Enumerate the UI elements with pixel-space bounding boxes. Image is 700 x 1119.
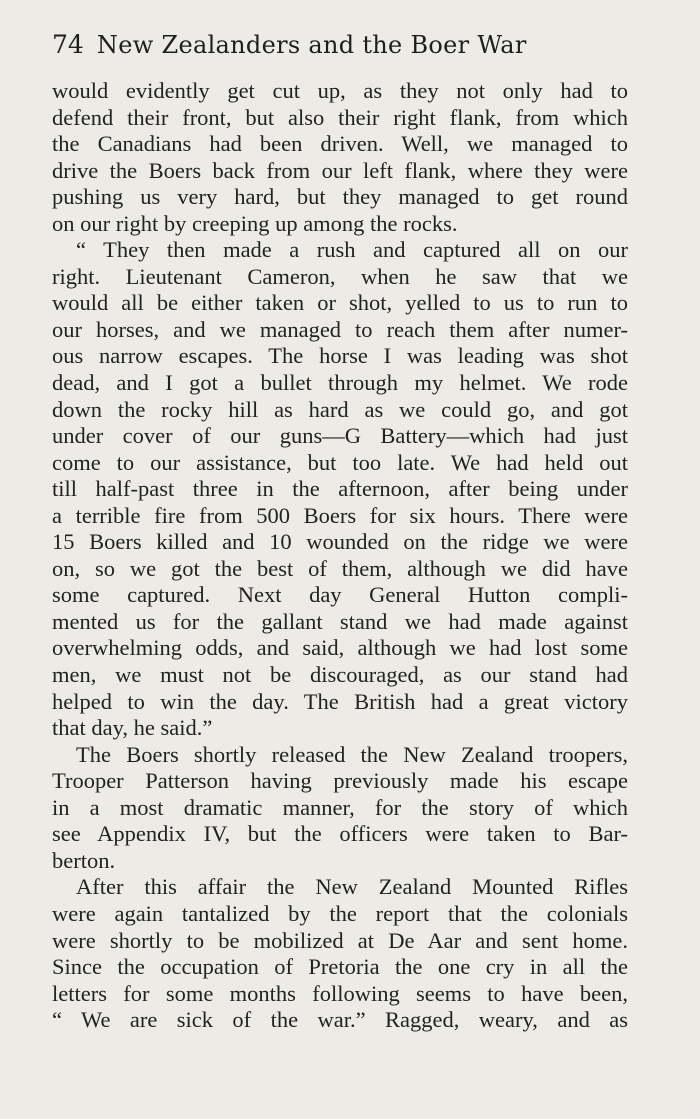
text-line: Trooper Patterson having previously made his escape	[52, 768, 628, 794]
text-line: our horses, and we managed to reach them after numer-	[52, 316, 628, 342]
running-title: New Zealanders and the Boer War	[96, 31, 527, 59]
text-line: After this affair the New Zealand Mounted Rifles	[76, 874, 628, 900]
text-line: men, we must not be discouraged, as our stand had	[52, 662, 628, 688]
text-line: a terrible fire from 500 Boers for six hours. There were	[52, 502, 628, 528]
text-line: were shortly to be mobilized at De Aar and sent home.	[52, 927, 628, 953]
text-line: letters for some months following seems to have been,	[52, 980, 628, 1006]
text-line: some captured. Next day General Hutton compli-	[52, 582, 628, 608]
text-line: on, so we got the best of them, although we did have	[52, 555, 628, 581]
text-line: Since the occupation of Pretoria the one cry in all the	[52, 954, 628, 980]
text-line: The Boers shortly released the New Zealand troopers,	[76, 741, 628, 767]
text-line: overwhelming odds, and said, although we had lost some	[52, 635, 628, 661]
body-text	[52, 78, 628, 1034]
text-line: under cover of our guns—G Battery—which had just	[52, 423, 628, 449]
text-line: pushing us very hard, but they managed to get round	[52, 184, 628, 210]
text-line: come to our assistance, but too late. We had held out	[52, 449, 628, 475]
text-line: the Canadians had been driven. Well, we managed to	[52, 131, 628, 157]
text-line: would evidently get cut up, as they not only had to	[52, 78, 628, 103]
text-line: till half-past three in the afternoon, after being under	[52, 476, 628, 502]
text-line: right. Lieutenant Cameron, when he saw that we	[52, 263, 628, 289]
text-line: drive the Boers back from our left flank, where they were	[52, 157, 628, 183]
text-line: would all be either taken or shot, yelled to us to run to	[52, 290, 628, 316]
text-line: ous narrow escapes. The horse I was leading was shot	[52, 343, 628, 369]
page-header	[52, 30, 652, 70]
text-line: on our right by creeping up among the rocks.	[52, 210, 458, 236]
text-line: berton.	[52, 847, 116, 873]
text-line: down the rocky hill as hard as we could go, and got	[52, 396, 628, 422]
text-line: dead, and I got a bullet through my helmet. We rode	[52, 370, 628, 396]
text-line: 15 Boers killed and 10 wounded on the ridge we were	[52, 529, 628, 555]
page-number: 74	[52, 30, 84, 59]
text-line: see Appendix IV, but the officers were taken to Bar-	[52, 821, 628, 847]
text-line: were again tantalized by the report that the colonials	[52, 900, 628, 926]
text-line: “ We are sick of the war.” Ragged, weary, and as	[52, 1007, 628, 1033]
text-line: in a most dramatic manner, for the story of which	[52, 794, 628, 820]
text-line: that day, he said.”	[52, 715, 213, 741]
text-line: helped to win the day. The British had a great victory	[52, 688, 628, 714]
text-line: defend their front, but also their right flank, from which	[52, 104, 628, 130]
text-line: mented us for the gallant stand we had made against	[52, 608, 628, 634]
text-line: “ They then made a rush and captured all on our	[76, 237, 628, 263]
